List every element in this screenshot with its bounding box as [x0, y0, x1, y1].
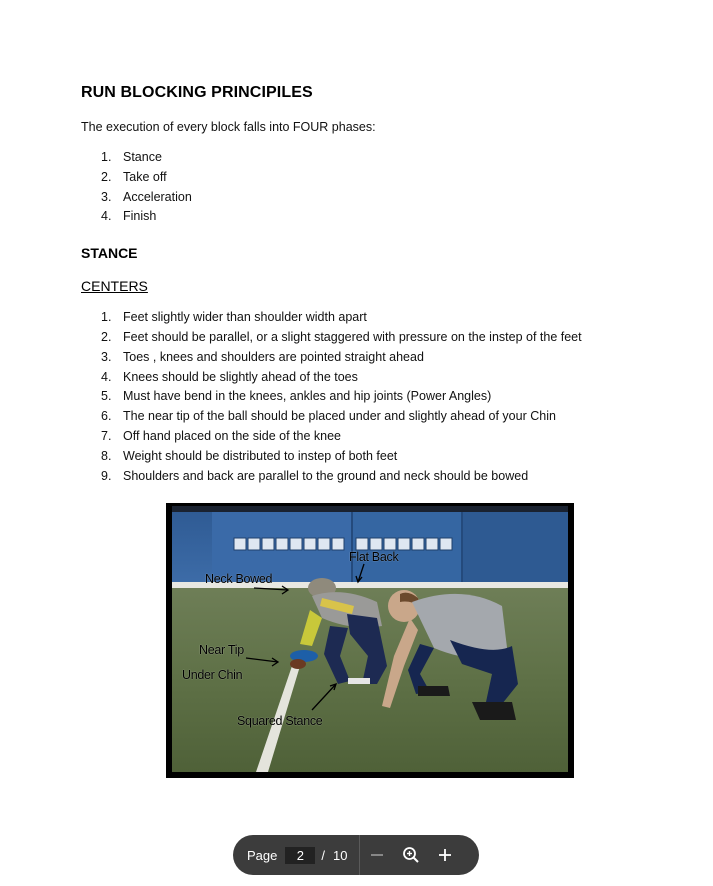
- list-item: 3. Acceleration: [101, 189, 192, 204]
- stance-photo-image: [172, 506, 568, 772]
- label-near-tip: Near Tip: [199, 643, 244, 657]
- page-separator: /: [321, 847, 325, 863]
- list-item: 4. Knees should be slightly ahead of the toes: [101, 369, 358, 384]
- list-item: 1. Stance: [101, 150, 162, 164]
- list-item: 8. Weight should be distributed to instep of both feet: [101, 448, 398, 463]
- list-item: 4. Finish: [101, 209, 157, 224]
- magnifier-icon: [402, 846, 420, 864]
- page-number-input[interactable]: [285, 847, 315, 864]
- list-item: 3. Toes , knees and shoulders are pointed straight ahead: [101, 349, 424, 364]
- page-indicator: [233, 835, 359, 875]
- zoom-in-button[interactable]: [428, 835, 462, 875]
- phases-list: [81, 148, 681, 227]
- label-flat-back: Flat Back: [349, 550, 399, 564]
- zoom-button[interactable]: [394, 835, 428, 875]
- document-title: RUN BLOCKING PRINCIPILES: [81, 84, 313, 101]
- list-item: 5. Must have bend in the knees, ankles and hip joints (Power Angles): [101, 389, 492, 404]
- stance-photo: [166, 503, 574, 778]
- total-pages: 10: [333, 847, 348, 863]
- page-label: Page: [247, 847, 278, 863]
- label-squared-stance: Squared Stance: [237, 714, 323, 728]
- intro-text: The execution of every block falls into FOUR phases:: [81, 120, 376, 134]
- list-item: 7. Off hand placed on the side of the knee: [101, 428, 341, 443]
- list-item: 6. The near tip of the ball should be placed under and slightly ahead of your Chin: [101, 409, 556, 424]
- label-under-chin: Under Chin: [182, 668, 243, 682]
- centers-list: [81, 308, 681, 486]
- list-item: 1. Feet slightly wider than shoulder width apart: [101, 310, 367, 325]
- label-neck-bowed: Neck Bowed: [205, 572, 273, 586]
- pdf-toolbar: [233, 835, 479, 875]
- list-item: 2. Feet should be parallel, or a slight staggered with pressure on the instep of the feet: [101, 329, 582, 344]
- list-item: 2. Take off: [101, 169, 167, 184]
- plus-icon: [438, 848, 452, 862]
- section-heading: STANCE: [81, 245, 138, 262]
- subsection-heading: CENTERS: [81, 278, 148, 295]
- zoom-out-button[interactable]: [360, 835, 394, 875]
- minus-icon: [370, 848, 384, 862]
- page-content: [81, 84, 681, 486]
- list-item: 9. Shoulders and back are parallel to the ground and neck should be bowed: [101, 468, 529, 483]
